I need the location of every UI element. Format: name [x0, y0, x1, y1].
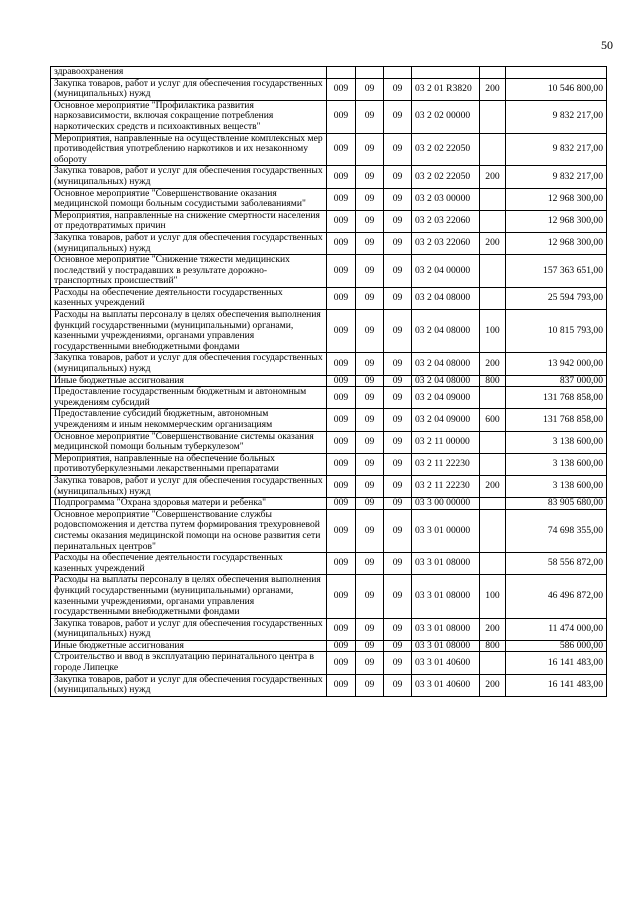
section-code-cell: 09	[356, 133, 384, 166]
subsection-code-cell: 09	[384, 387, 412, 409]
subsection-code-cell: 09	[384, 618, 412, 640]
subsection-code-cell: 09	[384, 575, 412, 618]
expense-name-cell: Мероприятия, направленные на осуществление комплексных мер противодействия употреблению наркотиков и их незаконному обороту	[51, 133, 327, 166]
section-code-cell	[356, 67, 384, 79]
expense-name-cell: Основное мероприятие "Профилактика развития наркозависимости, включая сокращение потребления наркотических средств и психоактивных веществ"	[51, 100, 327, 133]
section-code-cell: 09	[356, 674, 384, 696]
subsection-code-cell: 09	[384, 553, 412, 575]
expense-name-cell: Иные бюджетные ассигнования	[51, 375, 327, 387]
table-row	[51, 287, 607, 309]
target-article-cell: 03 2 03 22060	[412, 232, 480, 254]
section-code-cell: 09	[356, 553, 384, 575]
subsection-code-cell: 09	[384, 133, 412, 166]
expense-type-cell	[480, 509, 506, 552]
subsection-code-cell: 09	[384, 287, 412, 309]
amount-cell: 11 474 000,00	[506, 618, 607, 640]
table-row	[51, 133, 607, 166]
table-row	[51, 475, 607, 497]
table-row	[51, 188, 607, 210]
expense-type-cell	[480, 67, 506, 79]
target-article-cell: 03 3 00 00000	[412, 498, 480, 510]
table-row	[51, 652, 607, 674]
table-row	[51, 575, 607, 618]
table-row	[51, 498, 607, 510]
expense-type-cell	[480, 498, 506, 510]
table-row	[51, 166, 607, 188]
expense-type-cell: 200	[480, 674, 506, 696]
target-article-cell: 03 3 01 40600	[412, 652, 480, 674]
page-number: 50	[601, 38, 613, 52]
subsection-code-cell: 09	[384, 640, 412, 652]
amount-cell: 3 138 600,00	[506, 431, 607, 453]
target-article-cell: 03 2 03 00000	[412, 188, 480, 210]
expense-type-cell	[480, 453, 506, 475]
expense-type-cell: 200	[480, 78, 506, 100]
expense-type-cell: 200	[480, 353, 506, 375]
target-article-cell: 03 2 04 08000	[412, 287, 480, 309]
ministry-code-cell: 009	[327, 618, 356, 640]
target-article-cell: 03 2 04 08000	[412, 375, 480, 387]
expense-name-cell: Иные бюджетные ассигнования	[51, 640, 327, 652]
expense-name-cell: Мероприятия, направленные на снижение смертности населения от предотвратимых причин	[51, 210, 327, 232]
amount-cell: 12 968 300,00	[506, 210, 607, 232]
target-article-cell: 03 2 02 00000	[412, 100, 480, 133]
subsection-code-cell: 09	[384, 210, 412, 232]
ministry-code-cell: 009	[327, 498, 356, 510]
section-code-cell: 09	[356, 509, 384, 552]
subsection-code-cell: 09	[384, 78, 412, 100]
expense-name-cell: Закупка товаров, работ и услуг для обеспечения государственных (муниципальных) нужд	[51, 475, 327, 497]
amount-cell: 586 000,00	[506, 640, 607, 652]
table-row	[51, 618, 607, 640]
ministry-code-cell: 009	[327, 287, 356, 309]
ministry-code-cell: 009	[327, 210, 356, 232]
expense-type-cell	[480, 188, 506, 210]
expense-type-cell	[480, 255, 506, 288]
subsection-code-cell: 09	[384, 652, 412, 674]
table-row	[51, 553, 607, 575]
expense-type-cell: 100	[480, 310, 506, 353]
amount-cell: 9 832 217,00	[506, 133, 607, 166]
target-article-cell: 03 3 01 08000	[412, 575, 480, 618]
expense-name-cell: Предоставление государственным бюджетным и автономным учреждениям субсидий	[51, 387, 327, 409]
section-code-cell: 09	[356, 310, 384, 353]
target-article-cell: 03 2 04 09000	[412, 387, 480, 409]
subsection-code-cell: 09	[384, 453, 412, 475]
section-code-cell: 09	[356, 652, 384, 674]
table-row	[51, 674, 607, 696]
ministry-code-cell: 009	[327, 509, 356, 552]
target-article-cell: 03 2 04 08000	[412, 310, 480, 353]
target-article-cell: 03 2 11 22230	[412, 453, 480, 475]
subsection-code-cell: 09	[384, 674, 412, 696]
target-article-cell: 03 3 01 00000	[412, 509, 480, 552]
expense-name-cell: Подпрограмма "Охрана здоровья матери и ребенка"	[51, 498, 327, 510]
table-row	[51, 453, 607, 475]
table-row	[51, 640, 607, 652]
subsection-code-cell: 09	[384, 509, 412, 552]
table-row	[51, 67, 607, 79]
ministry-code-cell: 009	[327, 310, 356, 353]
table-row	[51, 387, 607, 409]
subsection-code-cell	[384, 67, 412, 79]
amount-cell: 10 546 800,00	[506, 78, 607, 100]
amount-cell: 9 832 217,00	[506, 166, 607, 188]
section-code-cell: 09	[356, 475, 384, 497]
ministry-code-cell: 009	[327, 100, 356, 133]
expense-type-cell	[480, 287, 506, 309]
subsection-code-cell: 09	[384, 100, 412, 133]
target-article-cell: 03 3 01 40600	[412, 674, 480, 696]
expense-name-cell: Закупка товаров, работ и услуг для обеспечения государственных (муниципальных) нужд	[51, 674, 327, 696]
amount-cell: 3 138 600,00	[506, 453, 607, 475]
expense-name-cell: Расходы на обеспечение деятельности государственных казенных учреждений	[51, 553, 327, 575]
target-article-cell: 03 3 01 08000	[412, 618, 480, 640]
table-row	[51, 78, 607, 100]
section-code-cell: 09	[356, 188, 384, 210]
expense-name-cell: Расходы на выплаты персоналу в целях обеспечения выполнения функций государственными (муниципальными) органами, казенными учреждениями, органами управления государственными внебюджетными фондами	[51, 310, 327, 353]
section-code-cell: 09	[356, 353, 384, 375]
section-code-cell: 09	[356, 575, 384, 618]
target-article-cell: 03 2 04 08000	[412, 353, 480, 375]
target-article-cell: 03 2 02 22050	[412, 133, 480, 166]
table-row	[51, 375, 607, 387]
section-code-cell: 09	[356, 166, 384, 188]
expense-type-cell	[480, 652, 506, 674]
table-row	[51, 210, 607, 232]
expense-name-cell: Основное мероприятие "Совершенствование службы родовспоможения и детства путем формирования трехуровневой системы оказания медицинской помощи на основе развития сети перинатальных центров"	[51, 509, 327, 552]
section-code-cell: 09	[356, 640, 384, 652]
subsection-code-cell: 09	[384, 431, 412, 453]
expense-name-cell: Предоставление субсидий бюджетным, автономным учреждениям и иным некоммерческим организациям	[51, 409, 327, 431]
table-row	[51, 409, 607, 431]
section-code-cell: 09	[356, 453, 384, 475]
subsection-code-cell: 09	[384, 232, 412, 254]
section-code-cell: 09	[356, 210, 384, 232]
table-body	[51, 67, 607, 697]
section-code-cell: 09	[356, 409, 384, 431]
expense-name-cell: Строительство и ввод в эксплуатацию перинатального центра в городе Липецке	[51, 652, 327, 674]
amount-cell: 13 942 000,00	[506, 353, 607, 375]
amount-cell	[506, 67, 607, 79]
subsection-code-cell: 09	[384, 475, 412, 497]
ministry-code-cell: 009	[327, 475, 356, 497]
expense-name-cell: Основное мероприятие "Снижение тяжести медицинских последствий у пострадавших в результате дорожно-транспортных происшествий"	[51, 255, 327, 288]
subsection-code-cell: 09	[384, 255, 412, 288]
ministry-code-cell: 009	[327, 78, 356, 100]
ministry-code-cell: 009	[327, 640, 356, 652]
expense-name-cell: Расходы на обеспечение деятельности государственных казенных учреждений	[51, 287, 327, 309]
section-code-cell: 09	[356, 618, 384, 640]
section-code-cell: 09	[356, 232, 384, 254]
target-article-cell: 03 2 04 00000	[412, 255, 480, 288]
section-code-cell: 09	[356, 498, 384, 510]
subsection-code-cell: 09	[384, 409, 412, 431]
ministry-code-cell	[327, 67, 356, 79]
subsection-code-cell: 09	[384, 166, 412, 188]
expense-name-cell: Мероприятия, направленные на обеспечение больных противотуберкулезными лекарственными препаратами	[51, 453, 327, 475]
section-code-cell: 09	[356, 431, 384, 453]
amount-cell: 16 141 483,00	[506, 652, 607, 674]
expense-type-cell	[480, 133, 506, 166]
amount-cell: 131 768 858,00	[506, 387, 607, 409]
expense-name-cell: Закупка товаров, работ и услуг для обеспечения государственных (муниципальных) нужд	[51, 78, 327, 100]
ministry-code-cell: 009	[327, 453, 356, 475]
amount-cell: 157 363 651,00	[506, 255, 607, 288]
amount-cell: 16 141 483,00	[506, 674, 607, 696]
section-code-cell: 09	[356, 78, 384, 100]
expense-type-cell: 800	[480, 375, 506, 387]
expense-name-cell: Закупка товаров, работ и услуг для обеспечения государственных (муниципальных) нужд	[51, 232, 327, 254]
ministry-code-cell: 009	[327, 133, 356, 166]
amount-cell: 58 556 872,00	[506, 553, 607, 575]
ministry-code-cell: 009	[327, 232, 356, 254]
amount-cell: 12 968 300,00	[506, 232, 607, 254]
subsection-code-cell: 09	[384, 353, 412, 375]
amount-cell: 10 815 793,00	[506, 310, 607, 353]
table-row	[51, 232, 607, 254]
table-row	[51, 310, 607, 353]
expense-name-cell: Закупка товаров, работ и услуг для обеспечения государственных (муниципальных) нужд	[51, 618, 327, 640]
subsection-code-cell: 09	[384, 188, 412, 210]
expense-type-cell	[480, 553, 506, 575]
ministry-code-cell: 009	[327, 553, 356, 575]
ministry-code-cell: 009	[327, 375, 356, 387]
section-code-cell: 09	[356, 100, 384, 133]
expense-type-cell: 200	[480, 618, 506, 640]
section-code-cell: 09	[356, 387, 384, 409]
subsection-code-cell: 09	[384, 310, 412, 353]
target-article-cell: 03 2 02 22050	[412, 166, 480, 188]
amount-cell: 74 698 355,00	[506, 509, 607, 552]
ministry-code-cell: 009	[327, 431, 356, 453]
amount-cell: 25 594 793,00	[506, 287, 607, 309]
expense-type-cell: 100	[480, 575, 506, 618]
expense-type-cell	[480, 431, 506, 453]
expense-type-cell: 200	[480, 232, 506, 254]
table-row	[51, 255, 607, 288]
expense-type-cell	[480, 100, 506, 133]
table-row	[51, 100, 607, 133]
section-code-cell: 09	[356, 287, 384, 309]
section-code-cell: 09	[356, 375, 384, 387]
subsection-code-cell: 09	[384, 498, 412, 510]
amount-cell: 131 768 858,00	[506, 409, 607, 431]
target-article-cell: 03 2 04 09000	[412, 409, 480, 431]
ministry-code-cell: 009	[327, 387, 356, 409]
expense-type-cell: 600	[480, 409, 506, 431]
section-code-cell: 09	[356, 255, 384, 288]
ministry-code-cell: 009	[327, 255, 356, 288]
target-article-cell	[412, 67, 480, 79]
ministry-code-cell: 009	[327, 188, 356, 210]
ministry-code-cell: 009	[327, 575, 356, 618]
amount-cell: 12 968 300,00	[506, 188, 607, 210]
target-article-cell: 03 2 11 22230	[412, 475, 480, 497]
expense-name-cell: здравоохранения	[51, 67, 327, 79]
ministry-code-cell: 009	[327, 166, 356, 188]
target-article-cell: 03 2 03 22060	[412, 210, 480, 232]
subsection-code-cell: 09	[384, 375, 412, 387]
amount-cell: 9 832 217,00	[506, 100, 607, 133]
expense-name-cell: Закупка товаров, работ и услуг для обеспечения государственных (муниципальных) нужд	[51, 353, 327, 375]
ministry-code-cell: 009	[327, 652, 356, 674]
amount-cell: 3 138 600,00	[506, 475, 607, 497]
expense-type-cell	[480, 387, 506, 409]
target-article-cell: 03 2 01 R3820	[412, 78, 480, 100]
ministry-code-cell: 009	[327, 353, 356, 375]
expense-name-cell: Закупка товаров, работ и услуг для обеспечения государственных (муниципальных) нужд	[51, 166, 327, 188]
budget-table	[50, 66, 607, 697]
ministry-code-cell: 009	[327, 674, 356, 696]
expense-type-cell	[480, 210, 506, 232]
expense-name-cell: Основное мероприятие "Совершенствование системы оказания медицинской помощи больным туберкулезом"	[51, 431, 327, 453]
expense-type-cell: 200	[480, 166, 506, 188]
target-article-cell: 03 3 01 08000	[412, 640, 480, 652]
amount-cell: 83 905 680,00	[506, 498, 607, 510]
expense-name-cell: Основное мероприятие "Совершенствование оказания медицинской помощи больным сосудистыми заболеваниями"	[51, 188, 327, 210]
amount-cell: 46 496 872,00	[506, 575, 607, 618]
expense-name-cell: Расходы на выплаты персоналу в целях обеспечения выполнения функций государственными (муниципальными) органами, казенными учреждениями, органами управления государственными внебюджетными фондами	[51, 575, 327, 618]
expense-type-cell: 800	[480, 640, 506, 652]
expense-type-cell: 200	[480, 475, 506, 497]
table-row	[51, 509, 607, 552]
target-article-cell: 03 2 11 00000	[412, 431, 480, 453]
target-article-cell: 03 3 01 08000	[412, 553, 480, 575]
table-row	[51, 353, 607, 375]
ministry-code-cell: 009	[327, 409, 356, 431]
amount-cell: 837 000,00	[506, 375, 607, 387]
table-row	[51, 431, 607, 453]
